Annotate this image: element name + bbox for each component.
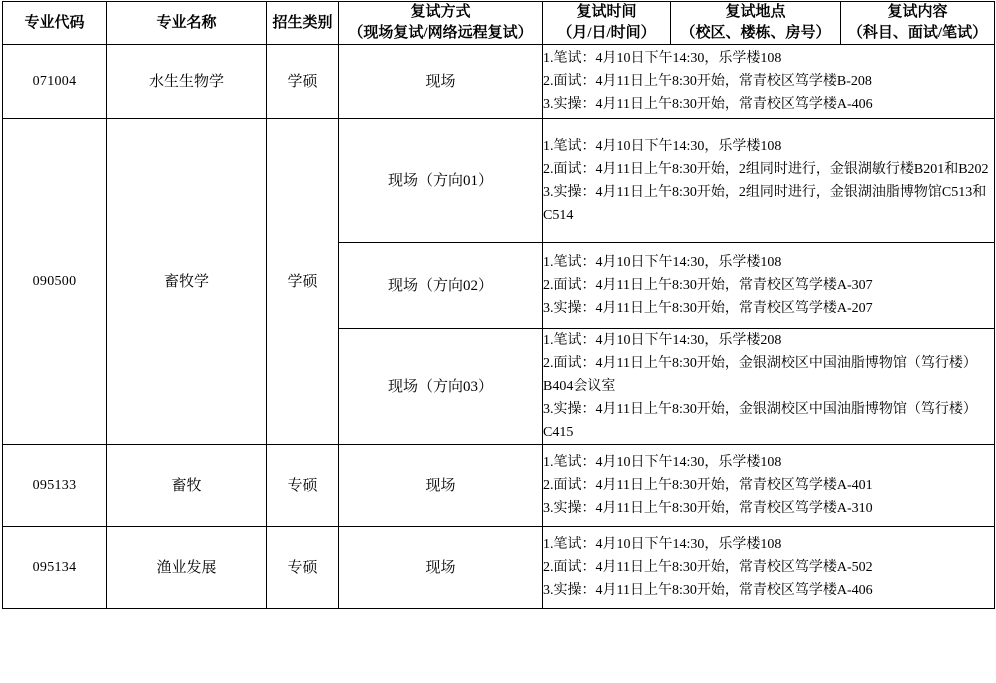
table-header <box>3 2 995 45</box>
cell-retest-method: 现场 <box>339 527 543 609</box>
column-header-line2: （现场复试/网络远程复试） <box>348 25 533 41</box>
column-header-major-name <box>107 2 267 45</box>
cell-retest-method: 现场（方向01） <box>339 119 543 243</box>
detail-line: 1.笔试：4月10日下午14:30，乐学楼108 <box>543 51 782 66</box>
cell-major-code: 090500 <box>3 119 107 445</box>
column-header-major-code <box>3 2 107 45</box>
cell-enrollment-type: 专硕 <box>267 527 339 609</box>
column-header-retest-time <box>543 2 671 45</box>
table-row <box>3 445 995 527</box>
table-body <box>3 45 995 609</box>
detail-line: 3.实操：4月11日上午8:30开始，常青校区笃学楼A-207 <box>543 301 873 316</box>
detail-line: 2.面试：4月11日上午8:30开始，2组同时进行，金银湖敏行楼B201和B202 <box>543 161 989 177</box>
retest-arrangement-table <box>2 1 995 609</box>
cell-retest-method: 现场（方向03） <box>339 329 543 445</box>
cell-retest-details <box>543 445 995 527</box>
column-header-line1: 复试方式 <box>410 4 471 20</box>
detail-line: 1.笔试：4月10日下午14:30，乐学楼108 <box>543 455 782 470</box>
column-header-line1: 招生类别 <box>272 14 333 31</box>
cell-enrollment-type: 专硕 <box>267 445 339 527</box>
detail-line: 1.笔试：4月10日下午14:30，乐学楼108 <box>543 255 782 270</box>
cell-major-name: 渔业发展 <box>107 527 267 609</box>
detail-line: 2.面试：4月11日上午8:30开始，金银湖校区中国油脂博物馆（笃行楼）B404会议室 <box>543 356 977 394</box>
table-row <box>3 119 995 243</box>
cell-retest-details <box>543 243 995 329</box>
cell-major-code: 095133 <box>3 445 107 527</box>
column-header-line1: 专业名称 <box>156 14 217 31</box>
table-header-row <box>3 2 995 45</box>
cell-retest-details <box>543 329 995 445</box>
detail-line: 3.实操：4月11日上午8:30开始，常青校区笃学楼A-406 <box>543 583 873 598</box>
detail-line: 3.实操：4月11日上午8:30开始，常青校区笃学楼A-406 <box>543 97 873 112</box>
detail-line: 3.实操：4月11日上午8:30开始，2组同时进行，金银湖油脂博物馆C513和C514 <box>543 184 987 223</box>
cell-major-code: 095134 <box>3 527 107 609</box>
column-header-line2: （科目、面试/笔试） <box>847 25 988 41</box>
detail-line: 1.笔试：4月10日下午14:30，乐学楼108 <box>543 138 782 154</box>
cell-major-name: 畜牧 <box>107 445 267 527</box>
column-header-line1: 复试时间 <box>576 4 637 20</box>
column-header-retest-content <box>841 2 995 45</box>
column-header-retest-method <box>339 2 543 45</box>
cell-retest-details <box>543 527 995 609</box>
cell-retest-method: 现场 <box>339 445 543 527</box>
column-header-line1: 专业代码 <box>24 14 85 31</box>
column-header-line2: （校区、楼栋、房号） <box>680 25 831 41</box>
detail-line: 3.实操：4月11日上午8:30开始，常青校区笃学楼A-310 <box>543 501 873 516</box>
cell-retest-details <box>543 45 995 119</box>
cell-retest-method: 现场（方向02） <box>339 243 543 329</box>
column-header-retest-place <box>671 2 841 45</box>
detail-line: 3.实操：4月11日上午8:30开始，金银湖校区中国油脂博物馆（笃行楼）C415 <box>543 402 977 440</box>
table-row <box>3 527 995 609</box>
cell-major-code: 071004 <box>3 45 107 119</box>
detail-line: 1.笔试：4月10日下午14:30，乐学楼108 <box>543 537 782 552</box>
detail-line: 2.面试：4月11日上午8:30开始，常青校区笃学楼A-307 <box>543 278 873 293</box>
detail-line: 2.面试：4月11日上午8:30开始，常青校区笃学楼A-502 <box>543 560 873 575</box>
cell-major-name: 水生生物学 <box>107 45 267 119</box>
table-row <box>3 45 995 119</box>
column-header-enrollment-type <box>267 2 339 45</box>
cell-enrollment-type: 学硕 <box>267 45 339 119</box>
column-header-line1: 复试内容 <box>887 4 948 20</box>
cell-enrollment-type: 学硕 <box>267 119 339 445</box>
detail-line: 1.笔试：4月10日下午14:30，乐学楼208 <box>543 333 782 348</box>
column-header-line2: （月/日/时间） <box>557 25 656 41</box>
cell-retest-details <box>543 119 995 243</box>
cell-major-name: 畜牧学 <box>107 119 267 445</box>
detail-line: 2.面试：4月11日上午8:30开始，常青校区笃学楼A-401 <box>543 478 873 493</box>
column-header-line1: 复试地点 <box>725 4 786 20</box>
detail-line: 2.面试：4月11日上午8:30开始，常青校区笃学楼B-208 <box>543 74 872 89</box>
cell-retest-method: 现场 <box>339 45 543 119</box>
